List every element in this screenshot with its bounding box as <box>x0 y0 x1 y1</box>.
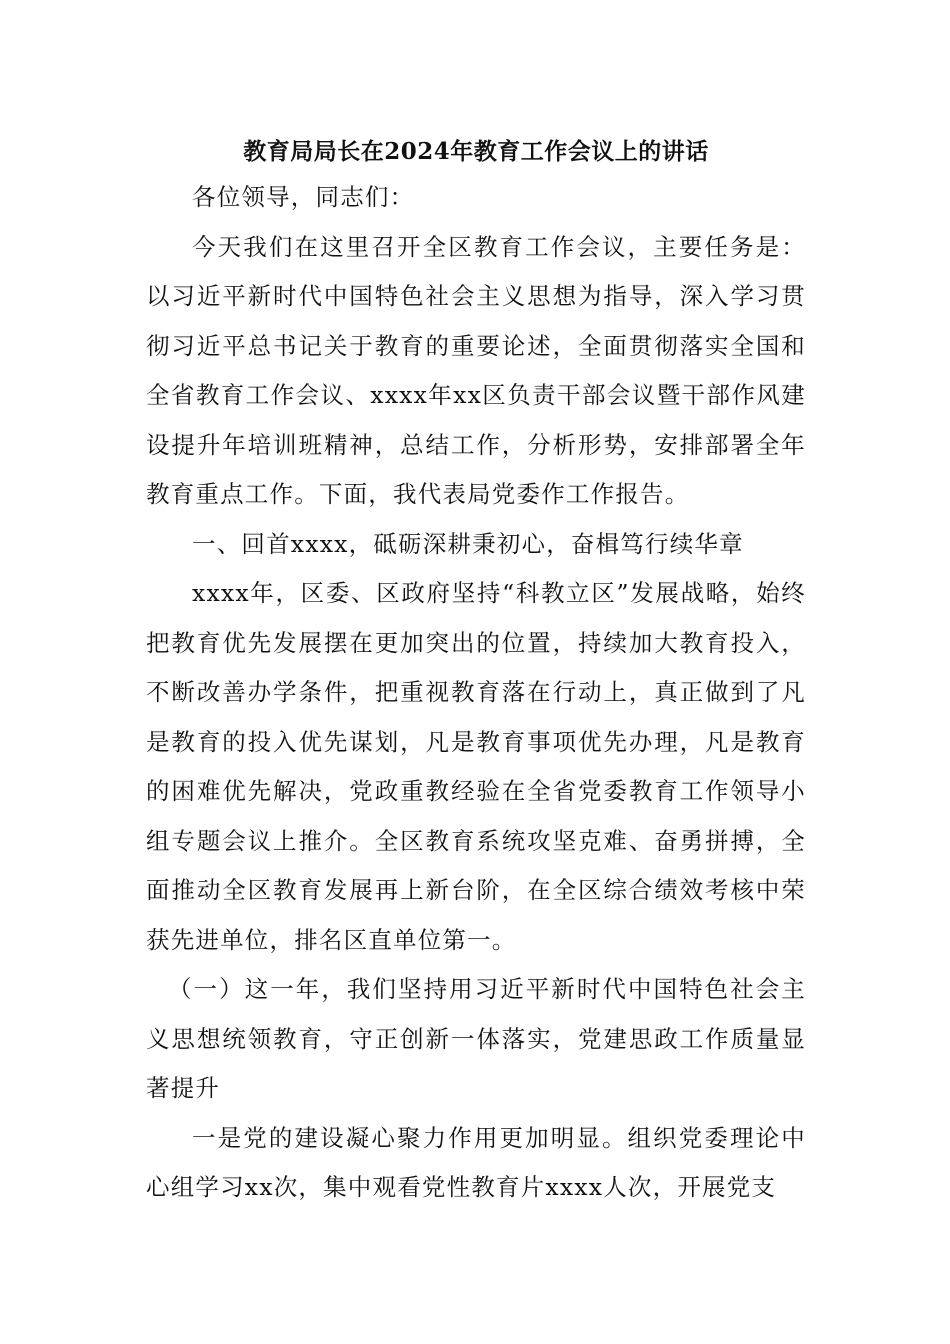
document-body <box>146 131 806 1213</box>
paragraph-opening: 今天我们在这里召开全区教育工作会议，主要任务是：以习近平新时代中国特色社会主义思想为指导，深入学习贯彻习近平总书记关于教育的重要论述，全面贯彻落实全国和全省教育工作会议、xxxx年xx区负责干部会议暨干部作风建设提升年培训班精神，总结工作，分析形势，安排部署全年教育重点工作。下面，我代表局党委作工作报告。 <box>146 232 806 508</box>
paragraph-party-building: 一是党的建设凝心聚力作用更加明显。组织党委理论中心组学习xx次，集中观看党性教育片xxxx人次，开展党支 <box>146 1123 806 1201</box>
section-heading-review: 一、回首xxxx，砥砺深耕秉初心，奋楫笃行续华章 <box>192 529 744 558</box>
salutation: 各位领导，同志们： <box>192 183 415 211</box>
document-title: 教育局局长在2024年教育工作会议上的讲话 <box>243 138 709 165</box>
subsection-heading-party-building: （一）这一年，我们坚持用习近平新时代中国特色社会主义思想统领教育，守正创新一体落实，党建思政工作质量显著提升 <box>146 975 806 1102</box>
paragraph-review-summary: xxxx年，区委、区政府坚持“科教立区”发展战略，始终把教育优先发展摆在更加突出的位置，持续加大教育投入，不断改善办学条件，把重视教育落在行动上，真正做到了凡是教育的投入优先谋划，凡是教育事项优先办理，凡是教育的困难优先解决，党政重教经验在全省党委教育工作领导小组专题会议上推介。全区教育系统攻坚克难、奋勇拼搏，全面推动全区教育发展再上新台阶，在全区综合绩效考核中荣获先进单位，排名区直单位第一。 <box>146 579 806 954</box>
